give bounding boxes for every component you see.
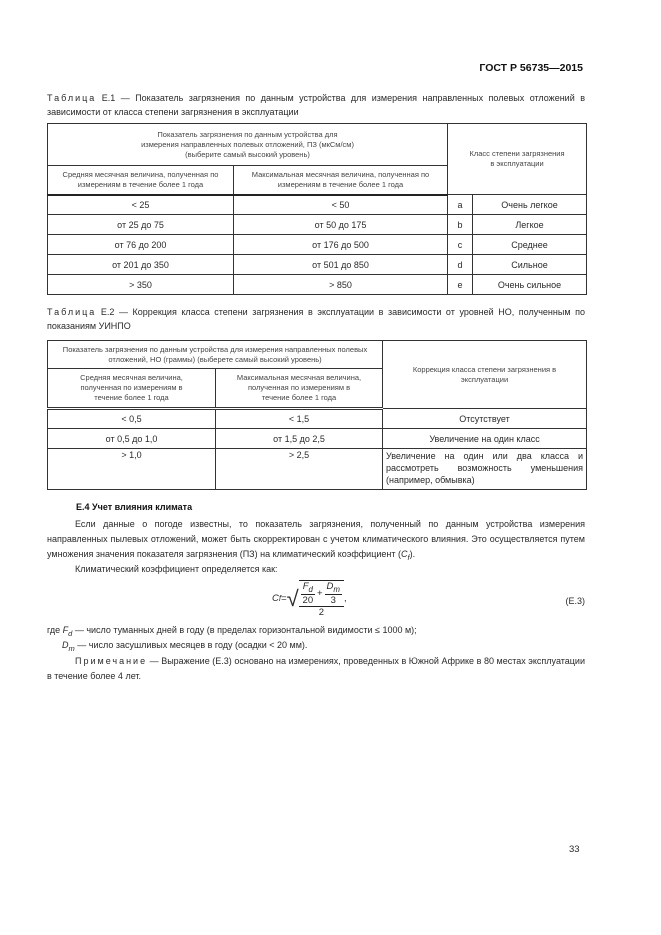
denominator-3: 3 [330,594,336,606]
avg-cell: от 201 до 350 [48,255,234,275]
correction-cell: Отсутствует [383,409,587,429]
formula-subscript: f [278,594,282,604]
code-cell: e [448,275,473,295]
table-row [48,215,587,235]
code-cell: a [448,195,473,215]
class-cell: Среднее [473,235,587,255]
avg-header: Средняя месячная величина, полученная по измерениям в течение более 1 года [48,166,234,195]
table-e1 [47,123,587,295]
avg-cell: от 76 до 200 [48,235,234,255]
avg-cell: < 25 [48,195,234,215]
max-cell: от 501 до 850 [234,255,448,275]
max-cell: > 2,5 [216,449,383,490]
max-cell: от 176 до 500 [234,235,448,255]
subscript: m [68,643,75,653]
max-cell: > 850 [234,275,448,295]
table1-caption [47,91,585,119]
avg-cell: > 350 [48,275,234,295]
paragraph-definition: Климатический коэффициент определяется как: [75,564,278,574]
table-row [48,195,587,215]
formula-eq: = [281,593,287,605]
table-row [48,255,587,275]
outer-fraction [299,580,344,618]
max-cell: < 50 [234,195,448,215]
page-number: 33 [569,844,580,855]
where-text: — число туманных дней в году (в пределах горизонтальной видимости ≤ 1000 м); [72,625,417,635]
table-row [48,449,587,490]
table2-caption [47,305,585,333]
caption-text: Е.1 — Показатель загрязнения по данным устройства для измерения направленных полевых отложений в зависимости от класса степени загрязнения в эксплуатации [47,93,585,117]
caption-label: Таблица [47,307,97,317]
table-row [48,429,587,449]
denominator-2: 2 [318,606,324,618]
symbol: D [62,640,69,650]
denominator-20: 20 [302,594,314,606]
subscript: f [407,552,410,562]
code-cell: d [448,255,473,275]
table-row [48,409,587,429]
formula-symbol: C [272,593,279,605]
formula-number: (Е.3) [565,596,585,606]
code-cell: b [448,215,473,235]
table-row [48,235,587,255]
correction-header: Коррекция класса степени загрязнения в эксплуатации [383,341,587,409]
caption-label: Таблица [47,93,97,103]
correction-cell: Увеличение на один или два класса и рассмотреть возможность уменьшения (например, обмывка) [383,449,587,490]
section-heading: Е.4 Учет влияния климата [76,502,193,512]
group-header: Показатель загрязнения по данным устройства для измерения направленных полевых отложений, НО (граммы) (выберете самый высокий уровень) [48,341,383,369]
fd-symbol: F [302,581,309,592]
group-header: Показатель загрязнения по данным устройства для измерения направленных полевых отложений, ПЗ (мкСм/см) (выберите самый высокий уровень) [48,124,448,166]
avg-header: Средняя месячная величина, полученная по измерениям в течение более 1 года [48,369,216,409]
note-label: Примечание [75,656,148,666]
class-cell: Очень сильное [473,275,587,295]
caption-text: Е.2 — Коррекция класса степени загрязнения в эксплуатации в зависимости от уровней НО, полученным по показаниям УИНПО [47,307,585,331]
note [47,654,585,684]
class-cell: Сильное [473,255,587,275]
table-e2 [47,340,587,490]
avg-cell: от 25 до 75 [48,215,234,235]
max-header: Максимальная месячная величина, полученная по измерениям в течение более 1 года [216,369,383,409]
avg-cell: < 0,5 [48,409,216,429]
formula-comma: , [343,593,347,605]
table-row [48,275,587,295]
para-end: ). [409,549,416,559]
correction-cell: Увеличение на один класс [383,429,587,449]
max-cell: < 1,5 [216,409,383,429]
where-prefix: где [47,625,63,635]
formula-e3 [272,580,347,618]
code-cell: c [448,235,473,255]
class-cell: Очень легкое [473,195,587,215]
symbol: F [62,625,69,635]
where-text: — число засушливых месяцев в году (осадки < 20 мм). [74,640,308,650]
para-text: Если данные о погоде известны, то показатель загрязнения, полученный по данным устройства измерения направленных пылевых отложений, может быть скорректирован с учетом климатического влияния. Это осуществляется путем умножения значения показателя загрязнения (ПЗ) на климатический коэффициент ( [47,519,585,559]
max-cell: от 50 до 175 [234,215,448,235]
document-id: ГОСТ Р 56735—2015 [479,62,583,74]
max-cell: от 1,5 до 2,5 [216,429,383,449]
fd-sub: d [308,584,313,594]
plus-sign: + [316,587,323,599]
paragraph-climate [47,517,585,565]
max-header: Максимальная месячная величина, полученная по измерениям в течение более 1 года [234,166,448,195]
class-cell: Легкое [473,215,587,235]
dm-symbol: D [326,581,334,592]
dm-sub: m [333,584,340,594]
note-text: — Выражение (Е.3) основано на измерениях, проведенных в Южной Африке в 80 местах эксплуатации в течение более 4 лет. [47,656,585,681]
class-header: Класс степени загрязнения в эксплуатации [448,124,587,195]
sqrt-icon: √ [286,585,299,611]
subscript: d [68,628,73,638]
avg-cell: > 1,0 [48,449,216,490]
symbol: C [400,549,408,559]
avg-cell: от 0,5 до 1,0 [48,429,216,449]
